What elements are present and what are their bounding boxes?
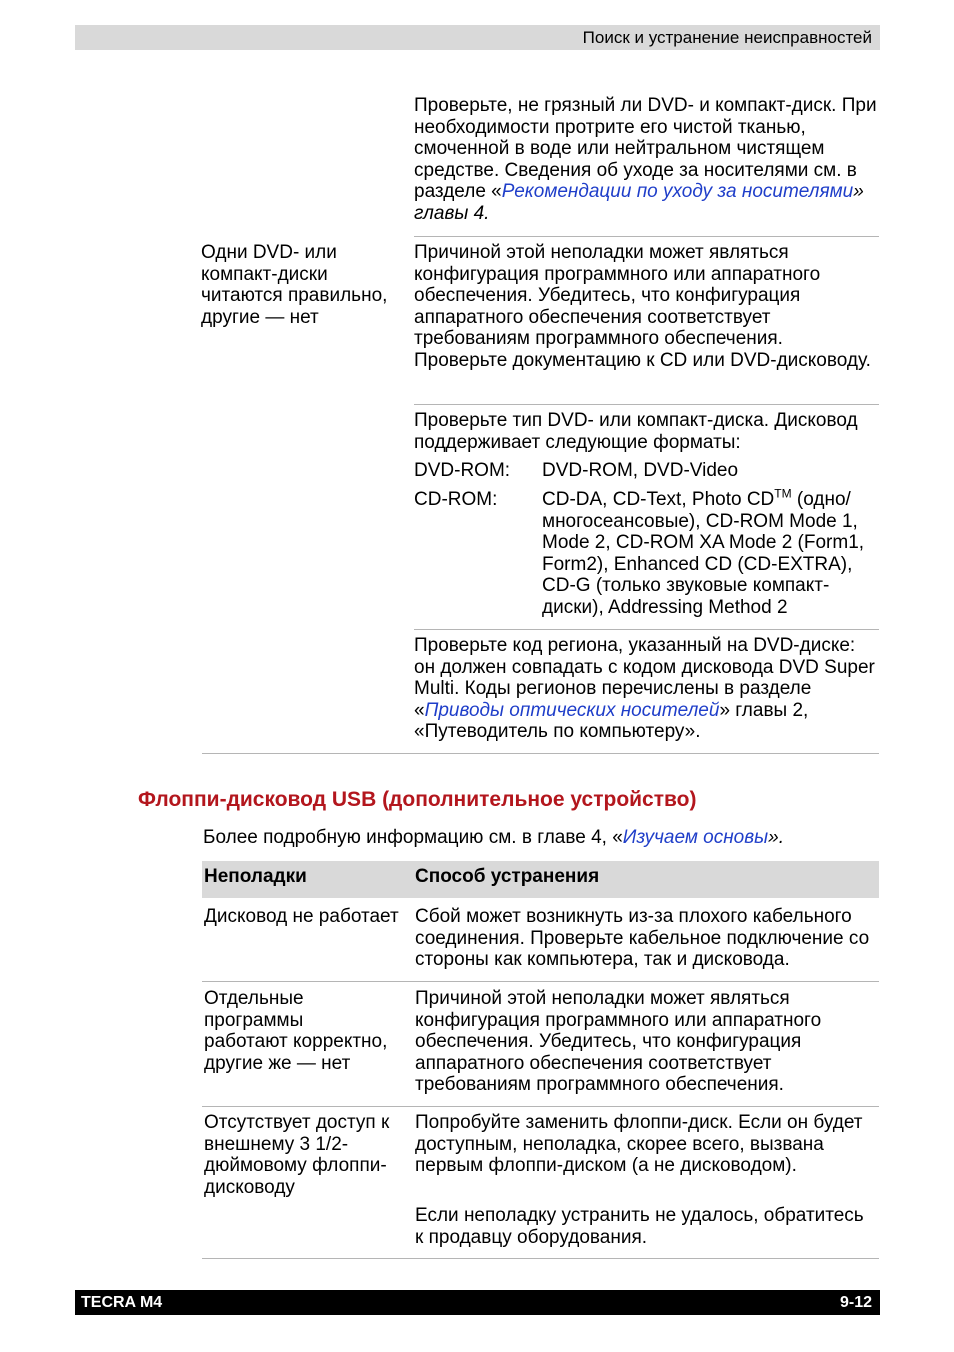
running-footer xyxy=(75,1290,880,1315)
dvd-row2-problem: Одни DVD- или компакт-диски читаются правильно, другие — нет xyxy=(201,242,388,328)
intro-text: ». xyxy=(768,827,784,848)
format-value-text: CD-DA, CD-Text, Photo CD xyxy=(542,489,775,510)
table-row-problem: Отдельные программы работают корректно, другие же — нет xyxy=(204,988,388,1074)
dvd-row2-solution-type: Проверьте тип DVD- или компакт-диска. Дисковод поддерживает следующие форматы: xyxy=(414,410,858,453)
table-row-problem: Дисковод не работает xyxy=(204,906,399,927)
section-title: Флоппи-дисковод USB (дополнительное устройство) xyxy=(138,788,697,811)
chapter-reference: » главы 4. xyxy=(414,181,864,224)
link-media-care[interactable]: Рекомендации по уходу за носителями xyxy=(501,181,854,202)
table-row-solution: Причиной этой неполадки может являться конфигурация программного или аппаратного обеспечения. Убедитесь, что конфигурация аппаратного обеспечения соответствует требованиям программного обеспечения. xyxy=(415,988,822,1095)
row-divider xyxy=(202,981,879,982)
row-divider xyxy=(414,236,879,237)
solution-text: Проверьте, не грязный ли DVD- и компакт-диск. При необходимости протрите его чистой тканью, смоченной в воде или нейтральном чистящем средстве. Сведения об уходе за носителями см. в разделе « xyxy=(414,95,877,202)
dvd-row2-solution-config: Причиной этой неполадки может являться конфигурация программного или аппаратного обеспечения. Убедитесь, что конфигурация аппаратного обеспечения соответствует требованиям программного обеспечения. Проверьте документацию к CD или DVD-дисководу. xyxy=(414,242,871,371)
section-intro xyxy=(203,827,880,849)
dvd-row2-solution-region xyxy=(414,635,876,743)
trademark-mark: TM xyxy=(774,486,792,501)
format-value-dvd: DVD-ROM, DVD-Video xyxy=(542,460,739,481)
column-header-problem: Неполадки xyxy=(204,866,307,887)
column-header-solution: Способ устранения xyxy=(415,866,600,887)
running-header xyxy=(75,25,880,50)
table-row-solution: Сбой может возникнуть из-за плохого кабельного соединения. Проверьте кабельное подключение со стороны как компьютера, так и дисковода. xyxy=(415,906,870,970)
row-divider xyxy=(414,404,879,405)
solution-text: » главы 2, «Путеводитель по компьютеру». xyxy=(414,699,809,742)
table-row-solution: Попробуйте заменить флоппи-диск. Если он будет доступным, неполадка, скорее всего, вызвана первым флоппи-диском (а не дисководом). xyxy=(415,1112,863,1176)
format-label-dvd: DVD-ROM: xyxy=(414,460,511,481)
intro-text: Более подробную информацию см. в главе 4, « xyxy=(203,827,623,848)
row-divider xyxy=(202,1106,879,1107)
table-row-solution-extra: Если неполадку устранить не удалось, обратитесь к продавцу оборудования. xyxy=(415,1205,864,1248)
page-number: 9-12 xyxy=(839,1294,872,1311)
format-value-cd xyxy=(542,486,874,618)
dvd-row1-solution xyxy=(414,95,880,224)
table-end-divider xyxy=(202,1258,879,1259)
link-optical-drives[interactable]: Приводы оптических носителей xyxy=(424,699,720,721)
table-end-divider xyxy=(202,753,879,754)
table-row-problem: Отсутствует доступ к внешнему 3 1/2-дюймовому флоппи-дисководу xyxy=(204,1112,390,1198)
format-value-text: (одно/многосеансовые), CD-ROM Mode 1, Mode 2, CD-ROM XA Mode 2 (Form1, Form2), Enhanced CD (CD-EXTRA), CD-G (только звуковые компакт-диски), Addressing Method 2 xyxy=(542,489,865,618)
solution-text: Проверьте код региона, указанный на DVD-диске: он должен совпадать с кодом дисковода DVD Super Multi. Коды регионов перечислены в разделе « xyxy=(414,635,875,721)
footer-model: TECRA M4 xyxy=(81,1294,163,1311)
link-basics[interactable]: Изучаем основы xyxy=(622,827,769,848)
format-label-cd: CD-ROM: xyxy=(414,489,498,510)
header-title: Поиск и устранение неисправностей xyxy=(582,28,872,47)
row-divider xyxy=(414,629,879,630)
